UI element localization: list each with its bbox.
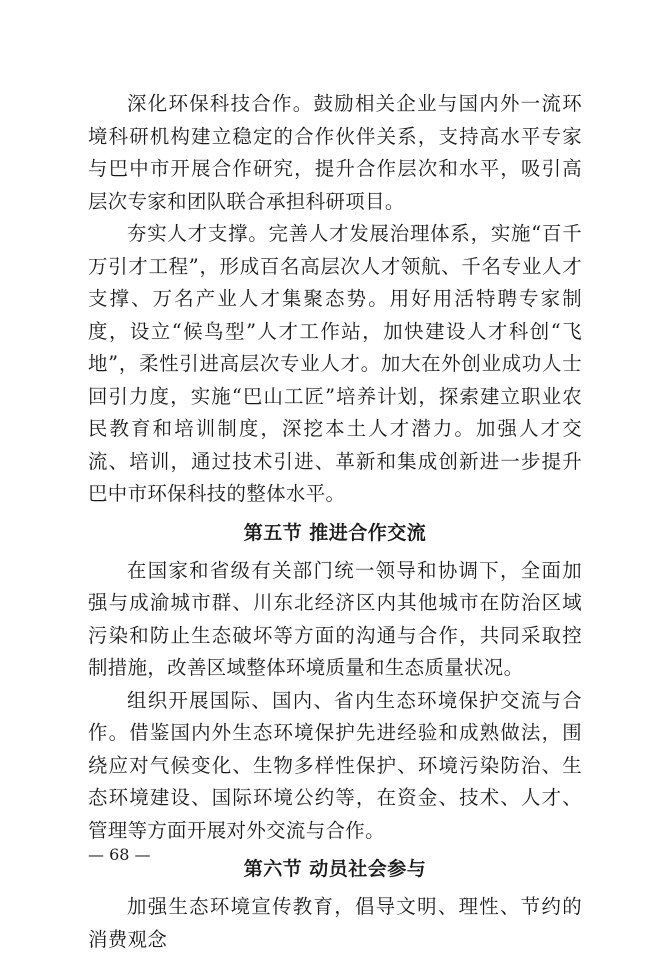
paragraph-publicity-education: 加强生态环境宣传教育，倡导文明、理性、节约的消费观念 [88, 895, 582, 951]
paragraph-international-exchange: 组织开展国际、国内、省内生态环境保护交流与合作。借鉴国内外生态环境保护先进经验和成熟做法，围绕应对气候变化、生物多样性保护、环境污染防治、生态环境建设、国际环境公约等，在资金、技术、人才、管理等方面开展对外交流与合作。 [88, 688, 582, 842]
paragraph-talent-support: 夯实人才支撑。完善人才发展治理体系，实施“百千万引才工程”，形成百名高层次人才领航、千名专业人才支撑、万名产业人才集聚态势。用好用活特聘专家制度，设立“候鸟型”人才工作站，加快建设人才科创“飞地”，柔性引进高层次专业人才。加大在外创业成功人士回引力度，实施“巴山工匠”培养计划，探索建立职业农民教育和培训制度，深挖本土人才潜力。加强人才交流、培训，通过技术引进、革新和集成创新进一步提升巴中市环保科技的整体水平。 [88, 222, 582, 505]
paragraph-regional-cooperation: 在国家和省级有关部门统一领导和协调下，全面加强与成渝城市群、川东北经济区内其他城市在防治区域污染和防止生态破坏等方面的沟通与合作，共同采取控制措施，改善区域整体环境质量和生态质量状况。 [88, 558, 582, 679]
document-page [88, 88, 582, 956]
page-number: — 68 — [88, 845, 151, 864]
section-heading-social-participation: 第六节 动员社会参与 [243, 858, 427, 880]
paragraph-tech-cooperation: 深化环保科技合作。鼓励相关企业与国内外一流环境科研机构建立稳定的合作伙伴关系，支持高水平专家与巴中市开展合作研究，提升合作层次和水平，吸引高层次专家和团队联合承担科研项目。 [88, 92, 582, 213]
section-heading-cooperation-exchange: 第五节 推进合作交流 [243, 521, 427, 544]
